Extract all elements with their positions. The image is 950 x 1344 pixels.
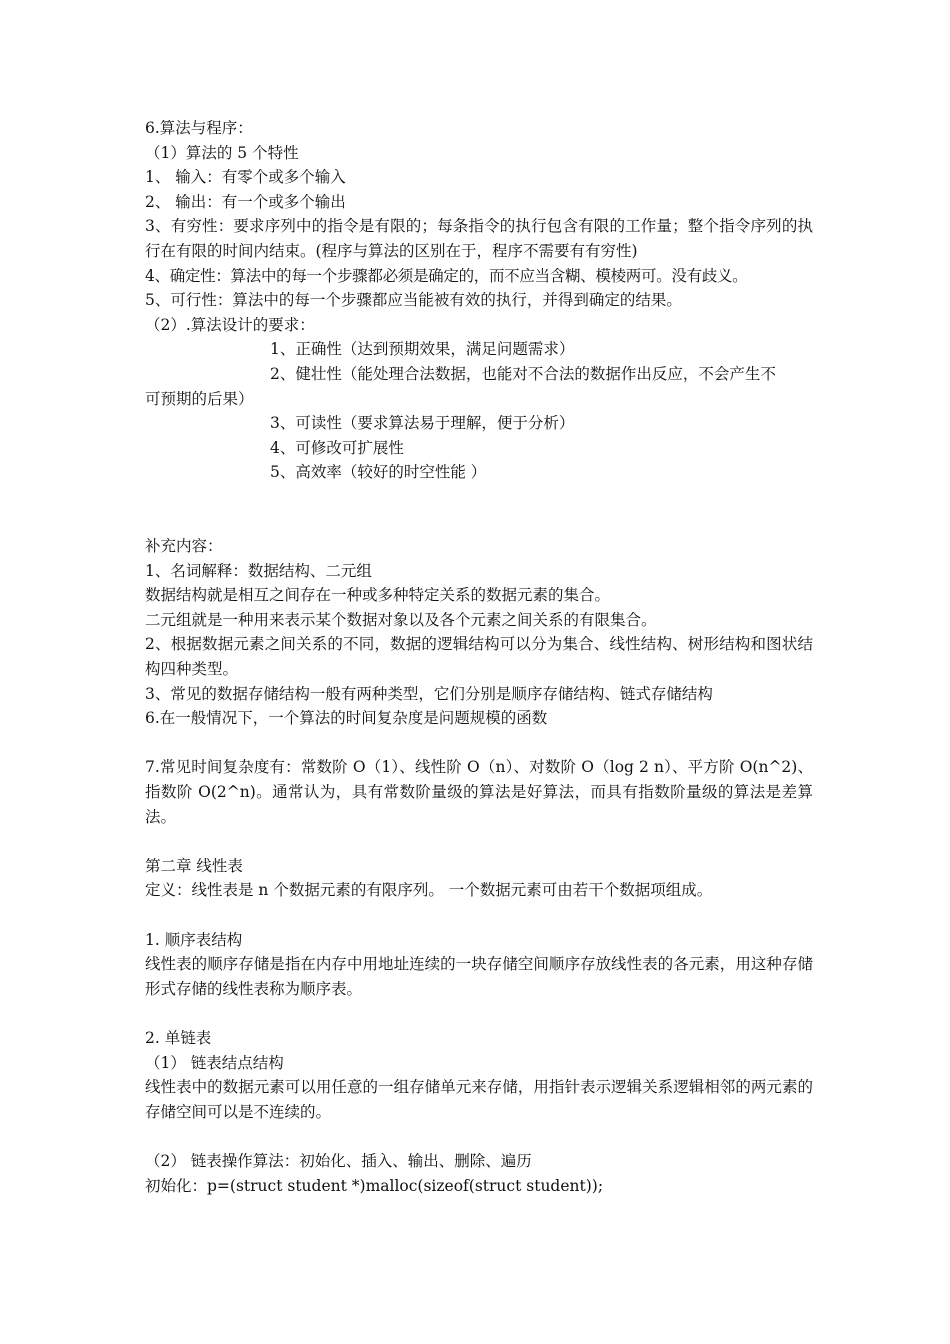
subsection-heading: （1） 链表结点结构 <box>145 1053 284 1072</box>
requirement-item: 3、可读性（要求算法易于理解，便于分析） <box>270 414 575 433</box>
paragraph: 线性表的顺序存储是指在内存中用地址连续的一块存储空间顺序存放线性表的各元素，用这种存储形式存储的线性表称为顺序表。 <box>145 955 813 998</box>
requirement-item: 2、健壮性（能处理合法数据，也能对不合法的数据作出反应，不会产生不 <box>270 364 776 383</box>
paragraph: 线性表中的数据元素可以用任意的一组存储单元来存储，用指针表示逻辑关系逻辑相邻的两元素的存储空间可以是不连续的。 <box>145 1078 813 1121</box>
section-heading: 6.算法与程序： <box>145 119 253 137</box>
subsection-heading: （1）算法的 5 个特性 <box>145 143 299 162</box>
list-item: 3、常见的数据存储结构一般有两种类型，它们分别是顺序存储结构、链式存储结构 <box>145 684 713 703</box>
list-item: 4、确定性：算法中的每一个步骤都必须是确定的，而不应当含糊、模棱两可。没有歧义。 <box>145 266 748 285</box>
list-item: 5、可行性：算法中的每一个步骤都应当能被有效的执行，并得到确定的结果。 <box>145 291 682 310</box>
requirement-item: 4、可修改可扩展性 <box>270 438 404 457</box>
requirement-item: 1、正确性（达到预期效果，满足问题需求） <box>270 340 575 359</box>
section-heading: 1. 顺序表结构 <box>145 930 243 949</box>
list-item: 1、 输入：有零个或多个输入 <box>145 168 346 187</box>
requirement-item: 5、高效率（较好的时空性能 ） <box>270 463 487 482</box>
list-item: 3、有穷性：要求序列中的指令是有限的；每条指令的执行包含有限的工作量；整个指令序列的执行在有限的时间内结束。(程序与算法的区别在于，程序不需要有有穷性) <box>145 217 813 260</box>
section-heading: 补充内容： <box>145 537 223 556</box>
list-item: 7.常见时间复杂度有：常数阶 O（1）、线性阶 O（n）、对数阶 O（log 2 n）、平方阶 O(n^2)、指数阶 O(2^n)。通常认为，具有常数阶量级的算法是好算法，而具有指数阶量级的算法是差算法。 <box>145 758 813 826</box>
list-item: 2、 输出：有一个或多个输出 <box>145 192 346 211</box>
list-item: 1、名词解释：数据结构、二元组 <box>145 561 372 580</box>
paragraph: 二元组就是一种用来表示某个数据对象以及各个元素之间关系的有限集合。 <box>145 610 657 629</box>
code-line: 初始化：p=(struct student *)malloc(sizeof(struct student)); <box>145 1176 604 1195</box>
paragraph: 数据结构就是相互之间存在一种或多种特定关系的数据元素的集合。 <box>145 586 611 605</box>
subsection-heading: （2） 链表操作算法：初始化、插入、输出、删除、遍历 <box>145 1151 532 1170</box>
list-item: 6.在一般情况下，一个算法的时间复杂度是问题规模的函数 <box>145 709 548 728</box>
chapter-heading: 第二章 线性表 <box>145 856 243 875</box>
section-heading: 2. 单链表 <box>145 1028 212 1047</box>
document-body <box>145 116 813 1198</box>
list-item: 2、根据数据元素之间关系的不同，数据的逻辑结构可以分为集合、线性结构、树形结构和图状结构四种类型。 <box>145 635 813 679</box>
paragraph: 定义：线性表是 n 个数据元素的有限序列。 一个数据元素可由若干个数据项组成。 <box>145 881 713 900</box>
subsection-heading: （2）.算法设计的要求： <box>145 315 315 334</box>
requirement-item-continuation: 可预期的后果） <box>145 389 254 408</box>
